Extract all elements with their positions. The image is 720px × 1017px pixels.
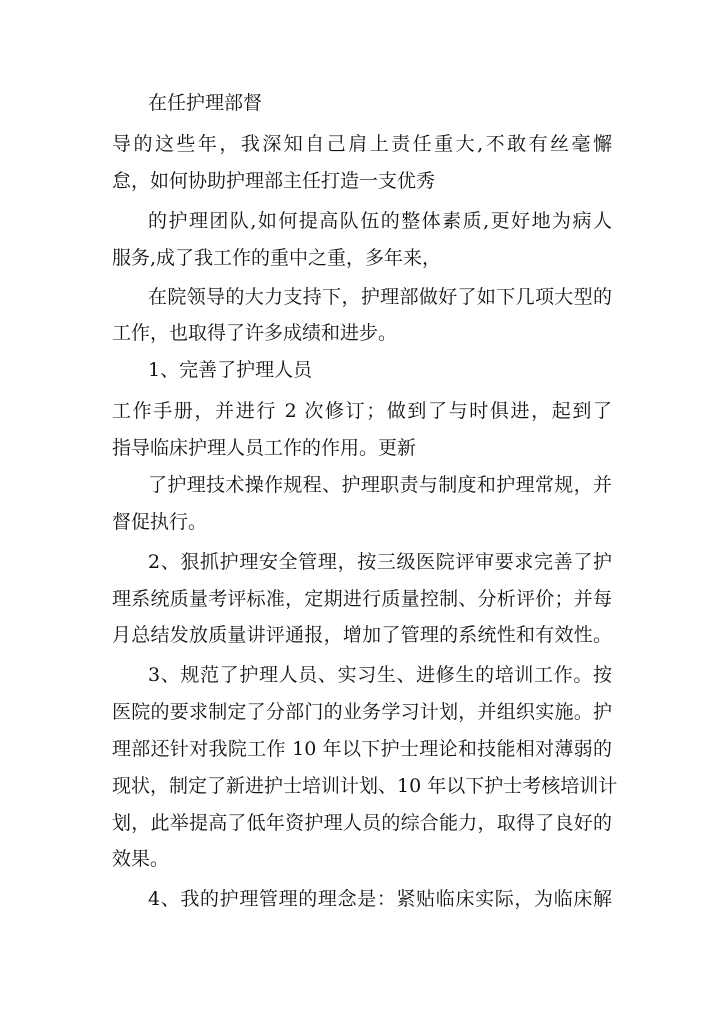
text-line: 医院的要求制定了分部门的业务学习计划，并组织实施。护 <box>112 701 612 723</box>
text-line: 服务,成了我工作的重中之重，多年来， <box>112 247 442 269</box>
text-line: 2、狠抓护理安全管理，按三级医院评审要求完善了护 <box>148 551 612 573</box>
text-line: 在院领导的大力支持下，护理部做好了如下几项大型的 <box>148 286 612 308</box>
text-line: 划，此举提高了低年资护理人员的综合能力，取得了良好的 <box>112 812 612 834</box>
text-line: 4、我的护理管理的理念是：紧贴临床实际，为临床解 <box>148 888 612 910</box>
text-line: 工作，也取得了许多成绩和进步。 <box>112 322 398 344</box>
text-line: 了护理技术操作规程、护理职责与制度和护理常规，并 <box>148 474 612 496</box>
text-line: 指导临床护理人员工作的作用。更新 <box>112 437 417 459</box>
text-line: 工作手册，并进行 2 次修订；做到了与时俱进，起到了 <box>112 400 612 422</box>
text-line: 督促执行。 <box>112 511 208 533</box>
text-line: 在任护理部督 <box>148 92 263 114</box>
text-line: 导的这些年，我深知自己肩上责任重大,不敢有丝毫懈 <box>112 133 612 155</box>
text-line: 理部还针对我院工作 10 年以下护士理论和技能相对薄弱的 <box>112 738 612 760</box>
text-line: 效果。 <box>112 848 170 870</box>
text-line: 理系统质量考评标准，定期进行质量控制、分析评价；并每 <box>112 588 612 610</box>
text-line: 月总结发放质量讲评通报，增加了管理的系统性和有效性。 <box>112 624 612 646</box>
text-line: 3、规范了护理人员、实习生、进修生的培训工作。按 <box>148 664 612 686</box>
text-line: 的护理团队,如何提高队伍的整体素质,更好地为病人 <box>148 210 612 232</box>
text-line: 现状，制定了新进护士培训计划、10 年以下护士考核培训计 <box>112 775 618 797</box>
text-line: 1、完善了护理人员 <box>148 359 313 381</box>
text-line: 怠，如何协助护理部主任打造一支优秀 <box>112 170 436 192</box>
